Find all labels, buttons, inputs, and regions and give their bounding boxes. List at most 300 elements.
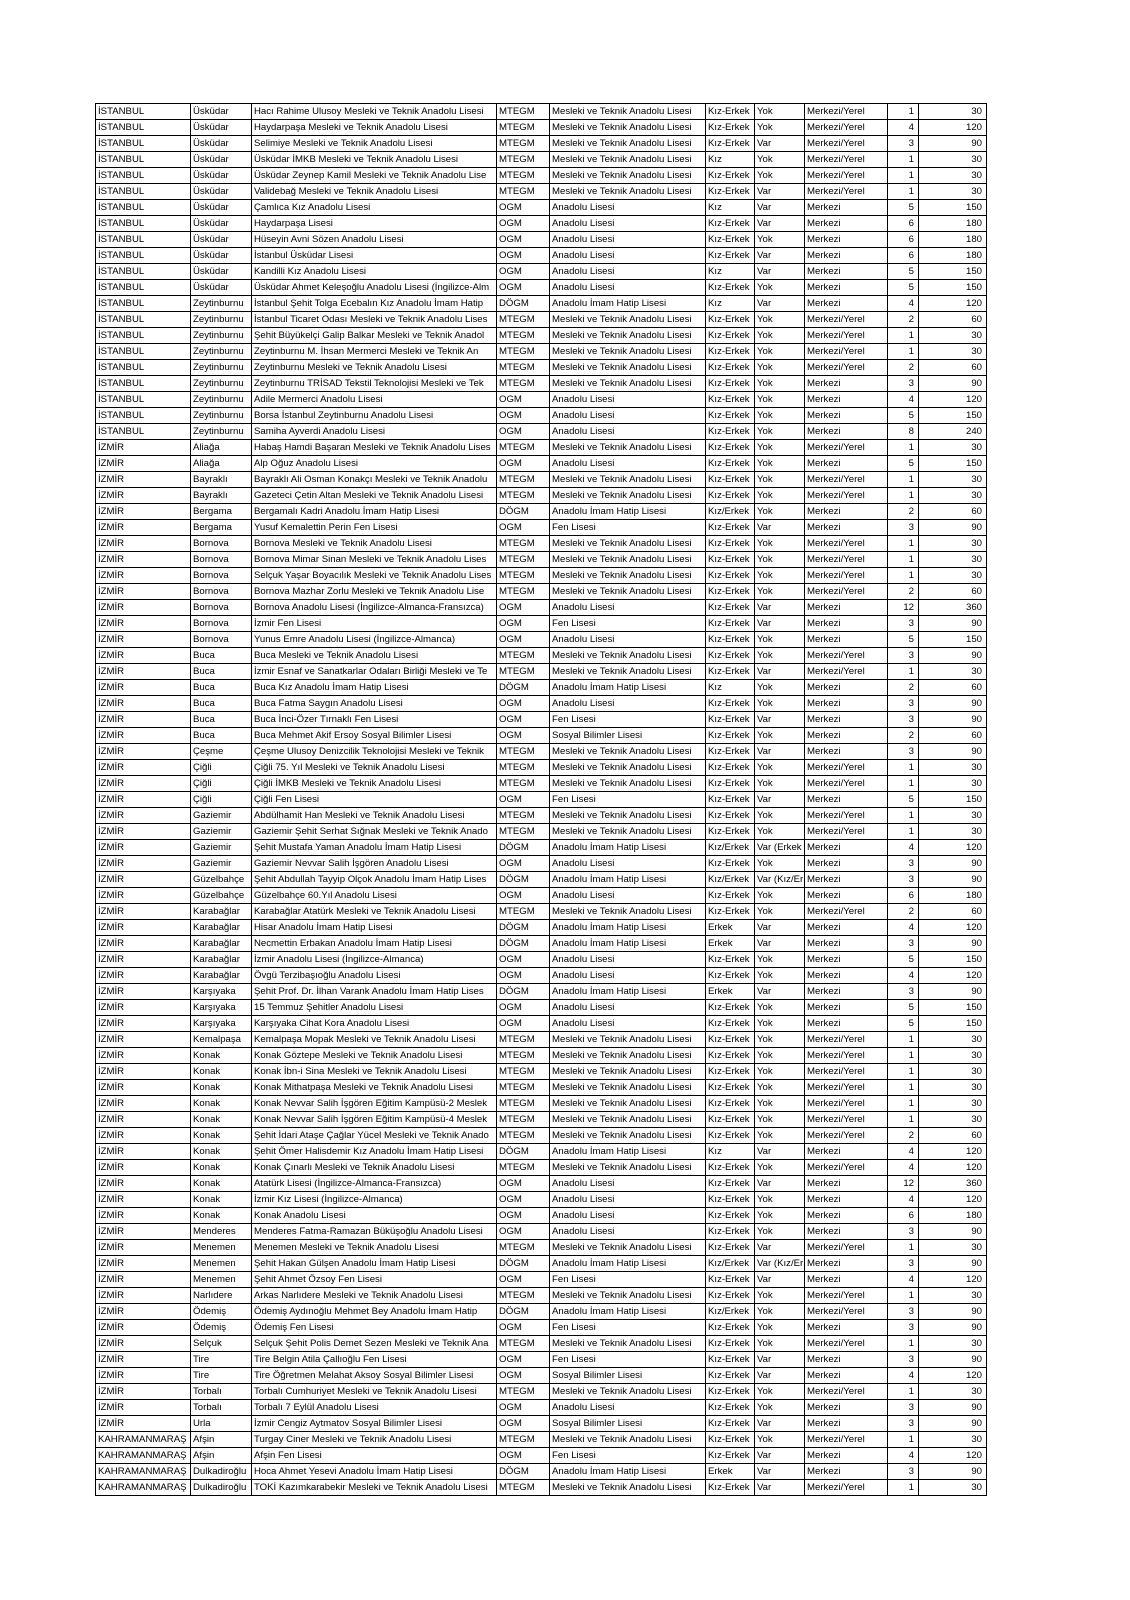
cell-pansiyon: Yok [755,472,805,488]
cell-kurum: OGM [497,456,550,472]
cell-sube: 3 [888,1304,919,1320]
cell-kurum: MTEGM [497,136,550,152]
cell-okul-turu: Anadolu Lisesi [550,1208,706,1224]
cell-pansiyon: Yok [755,1032,805,1048]
cell-okul: İstanbul Üsküdar Lisesi [252,248,497,264]
cell-il: İZMİR [96,1224,191,1240]
cell-il: İZMİR [96,984,191,1000]
table-row [96,1112,987,1128]
cell-il: İZMİR [96,504,191,520]
cell-cinsiyet: Kız/Erkek [706,840,755,856]
cell-kontenjan: 30 [919,1064,987,1080]
cell-puan-turu: Merkezi/Yerel [805,808,888,824]
cell-cinsiyet: Kız/Erkek [706,1304,755,1320]
cell-ilce: Konak [191,1064,252,1080]
cell-okul-turu: Mesleki ve Teknik Anadolu Lisesi [550,1240,706,1256]
cell-kurum: MTEGM [497,120,550,136]
cell-cinsiyet: Kız-Erkek [706,1224,755,1240]
cell-puan-turu: Merkezi [805,696,888,712]
cell-kurum: MTEGM [497,824,550,840]
cell-okul-turu: Fen Lisesi [550,1352,706,1368]
cell-cinsiyet: Kız-Erkek [706,1000,755,1016]
cell-ilce: Çiğli [191,792,252,808]
cell-sube: 1 [888,1240,919,1256]
cell-il: İZMİR [96,1336,191,1352]
cell-ilce: Menemen [191,1240,252,1256]
cell-sube: 6 [888,216,919,232]
cell-okul: Konak Göztepe Mesleki ve Teknik Anadolu Lisesi [252,1048,497,1064]
cell-sube: 1 [888,552,919,568]
cell-okul-turu: Mesleki ve Teknik Anadolu Lisesi [550,1064,706,1080]
cell-kurum: OGM [497,1368,550,1384]
cell-kurum: OGM [497,696,550,712]
cell-kontenjan: 60 [919,312,987,328]
cell-sube: 2 [888,728,919,744]
cell-ilce: Gaziemir [191,856,252,872]
cell-il: İSTANBUL [96,408,191,424]
cell-kurum: OGM [497,856,550,872]
cell-il: İZMİR [96,760,191,776]
cell-sube: 3 [888,712,919,728]
cell-kurum: MTEGM [497,104,550,120]
cell-kontenjan: 150 [919,632,987,648]
table-row [96,552,987,568]
cell-cinsiyet: Kız [706,680,755,696]
cell-cinsiyet: Kız [706,296,755,312]
cell-okul: Çiğli İMKB Mesleki ve Teknik Anadolu Lisesi [252,776,497,792]
cell-kurum: MTEGM [497,1048,550,1064]
cell-puan-turu: Merkezi [805,856,888,872]
cell-puan-turu: Merkezi [805,1448,888,1464]
cell-okul-turu: Mesleki ve Teknik Anadolu Lisesi [550,824,706,840]
cell-kurum: DÖGM [497,1256,550,1272]
cell-il: İZMİR [96,840,191,856]
cell-kurum: MTEGM [497,1160,550,1176]
table-row [96,1448,987,1464]
table-row [96,920,987,936]
cell-okul: Üsküdar İMKB Mesleki ve Teknik Anadolu Lisesi [252,152,497,168]
cell-okul: Selimiye Mesleki ve Teknik Anadolu Lisesi [252,136,497,152]
cell-sube: 3 [888,856,919,872]
cell-okul-turu: Mesleki ve Teknik Anadolu Lisesi [550,472,706,488]
cell-kurum: MTEGM [497,1288,550,1304]
cell-kurum: MTEGM [497,1032,550,1048]
cell-il: İZMİR [96,792,191,808]
cell-cinsiyet: Kız-Erkek [706,184,755,200]
cell-cinsiyet: Kız-Erkek [706,456,755,472]
cell-okul-turu: Mesleki ve Teknik Anadolu Lisesi [550,152,706,168]
cell-pansiyon: Yok [755,1432,805,1448]
table-row [96,360,987,376]
cell-sube: 1 [888,488,919,504]
cell-okul: Şehit Ahmet Özsoy Fen Lisesi [252,1272,497,1288]
cell-kontenjan: 180 [919,888,987,904]
cell-kurum: MTEGM [497,1096,550,1112]
table-row [96,184,987,200]
cell-il: İSTANBUL [96,296,191,312]
cell-sube: 2 [888,680,919,696]
cell-il: İZMİR [96,1400,191,1416]
cell-puan-turu: Merkezi [805,1224,888,1240]
cell-cinsiyet: Kız-Erkek [706,1384,755,1400]
cell-cinsiyet: Kız-Erkek [706,1320,755,1336]
cell-okul-turu: Sosyal Bilimler Lisesi [550,1368,706,1384]
cell-il: İZMİR [96,904,191,920]
cell-il: İZMİR [96,552,191,568]
cell-pansiyon: Yok [755,904,805,920]
cell-kontenjan: 120 [919,1448,987,1464]
cell-sube: 5 [888,456,919,472]
table-row [96,504,987,520]
cell-kurum: OGM [497,712,550,728]
cell-pansiyon: Yok [755,808,805,824]
cell-cinsiyet: Kız-Erkek [706,1400,755,1416]
cell-sube: 1 [888,1336,919,1352]
table-row [96,456,987,472]
table-row [96,1032,987,1048]
cell-cinsiyet: Kız-Erkek [706,360,755,376]
cell-sube: 3 [888,744,919,760]
cell-cinsiyet: Kız-Erkek [706,776,755,792]
cell-kontenjan: 60 [919,360,987,376]
cell-pansiyon: Yok [755,760,805,776]
cell-kurum: MTEGM [497,904,550,920]
cell-okul-turu: Anadolu Lisesi [550,1000,706,1016]
cell-cinsiyet: Kız-Erkek [706,1048,755,1064]
cell-pansiyon: Var [755,248,805,264]
table-row [96,952,987,968]
cell-ilce: Üsküdar [191,184,252,200]
cell-puan-turu: Merkezi [805,248,888,264]
cell-puan-turu: Merkezi [805,1208,888,1224]
cell-cinsiyet: Kız/Erkek [706,1256,755,1272]
cell-kontenjan: 30 [919,824,987,840]
cell-puan-turu: Merkezi/Yerel [805,760,888,776]
cell-okul-turu: Anadolu Lisesi [550,280,706,296]
cell-il: İSTANBUL [96,184,191,200]
cell-pansiyon: Var [755,792,805,808]
cell-ilce: Dulkadiroğlu [191,1480,252,1496]
cell-kurum: OGM [497,200,550,216]
table-row [96,1208,987,1224]
cell-puan-turu: Merkezi [805,792,888,808]
table-row [96,1080,987,1096]
cell-kurum: MTEGM [497,1480,550,1496]
table-row [96,728,987,744]
cell-okul-turu: Anadolu Lisesi [550,248,706,264]
cell-kontenjan: 60 [919,904,987,920]
cell-okul-turu: Mesleki ve Teknik Anadolu Lisesi [550,1432,706,1448]
cell-okul-turu: Mesleki ve Teknik Anadolu Lisesi [550,136,706,152]
cell-kontenjan: 90 [919,1352,987,1368]
cell-il: İSTANBUL [96,248,191,264]
cell-okul-turu: Mesleki ve Teknik Anadolu Lisesi [550,376,706,392]
cell-okul: Tire Belgin Atila Çallıoğlu Fen Lisesi [252,1352,497,1368]
cell-kurum: DÖGM [497,1464,550,1480]
cell-puan-turu: Merkezi/Yerel [805,584,888,600]
cell-il: İSTANBUL [96,280,191,296]
cell-okul-turu: Mesleki ve Teknik Anadolu Lisesi [550,440,706,456]
cell-kurum: OGM [497,1208,550,1224]
cell-okul-turu: Anadolu İmam Hatip Lisesi [550,1256,706,1272]
cell-cinsiyet: Kız-Erkek [706,1128,755,1144]
cell-cinsiyet: Kız-Erkek [706,232,755,248]
cell-cinsiyet: Kız-Erkek [706,1352,755,1368]
cell-ilce: Zeytinburnu [191,360,252,376]
cell-sube: 1 [888,664,919,680]
cell-puan-turu: Merkezi [805,456,888,472]
cell-pansiyon: Var [755,264,805,280]
cell-cinsiyet: Kız-Erkek [706,280,755,296]
cell-cinsiyet: Kız-Erkek [706,1096,755,1112]
table-row [96,1048,987,1064]
cell-ilce: Üsküdar [191,136,252,152]
cell-puan-turu: Merkezi [805,216,888,232]
cell-okul-turu: Anadolu Lisesi [550,424,706,440]
cell-ilce: Konak [191,1176,252,1192]
cell-cinsiyet: Kız-Erkek [706,1208,755,1224]
cell-okul: Şehit Mustafa Yaman Anadolu İmam Hatip Lisesi [252,840,497,856]
cell-pansiyon: Yok [755,232,805,248]
table-row [96,232,987,248]
cell-ilce: Üsküdar [191,104,252,120]
table-row [96,1160,987,1176]
cell-pansiyon: Var [755,712,805,728]
cell-sube: 1 [888,184,919,200]
table-row [96,424,987,440]
cell-puan-turu: Merkezi [805,280,888,296]
cell-puan-turu: Merkezi [805,712,888,728]
cell-il: İZMİR [96,856,191,872]
cell-ilce: Zeytinburnu [191,424,252,440]
cell-sube: 3 [888,1352,919,1368]
cell-okul: Yunus Emre Anadolu Lisesi (İngilizce-Almanca) [252,632,497,648]
cell-pansiyon: Yok [755,1096,805,1112]
cell-cinsiyet: Kız-Erkek [706,744,755,760]
cell-puan-turu: Merkezi [805,1000,888,1016]
table-row [96,680,987,696]
cell-okul-turu: Anadolu Lisesi [550,232,706,248]
cell-okul-turu: Anadolu İmam Hatip Lisesi [550,872,706,888]
cell-ilce: Karşıyaka [191,984,252,1000]
cell-ilce: Bornova [191,600,252,616]
cell-kontenjan: 30 [919,152,987,168]
cell-il: İSTANBUL [96,328,191,344]
cell-ilce: Üsküdar [191,264,252,280]
cell-okul-turu: Anadolu Lisesi [550,888,706,904]
cell-il: KAHRAMANMARAŞ [96,1464,191,1480]
cell-pansiyon: Yok [755,1384,805,1400]
cell-ilce: Karabağlar [191,936,252,952]
table-row [96,760,987,776]
cell-puan-turu: Merkezi [805,264,888,280]
cell-okul-turu: Anadolu Lisesi [550,216,706,232]
cell-puan-turu: Merkezi/Yerel [805,1160,888,1176]
cell-puan-turu: Merkezi/Yerel [805,904,888,920]
cell-il: İZMİR [96,616,191,632]
cell-kurum: OGM [497,952,550,968]
cell-kontenjan: 150 [919,200,987,216]
cell-kurum: OGM [497,728,550,744]
table-row [96,632,987,648]
cell-puan-turu: Merkezi/Yerel [805,824,888,840]
table-row [96,440,987,456]
cell-kurum: MTEGM [497,440,550,456]
cell-il: İZMİR [96,1160,191,1176]
cell-sube: 5 [888,408,919,424]
cell-kontenjan: 360 [919,1176,987,1192]
cell-cinsiyet: Kız-Erkek [706,712,755,728]
cell-kontenjan: 150 [919,952,987,968]
cell-pansiyon: Var [755,1480,805,1496]
cell-cinsiyet: Kız-Erkek [706,1288,755,1304]
cell-il: İSTANBUL [96,376,191,392]
table-row [96,536,987,552]
cell-kurum: MTEGM [497,344,550,360]
cell-puan-turu: Merkezi [805,1416,888,1432]
cell-ilce: Bornova [191,584,252,600]
cell-puan-turu: Merkezi/Yerel [805,552,888,568]
cell-pansiyon: Var [755,920,805,936]
cell-cinsiyet: Kız-Erkek [706,248,755,264]
cell-pansiyon: Yok [755,568,805,584]
cell-okul-turu: Mesleki ve Teknik Anadolu Lisesi [550,1096,706,1112]
cell-ilce: Üsküdar [191,248,252,264]
cell-pansiyon: Yok [755,168,805,184]
cell-okul: Karşıyaka Cihat Kora Anadolu Lisesi [252,1016,497,1032]
cell-ilce: Bergama [191,504,252,520]
cell-kontenjan: 180 [919,1208,987,1224]
cell-kurum: MTEGM [497,1336,550,1352]
cell-puan-turu: Merkezi/Yerel [805,1080,888,1096]
cell-ilce: Üsküdar [191,216,252,232]
cell-cinsiyet: Kız-Erkek [706,1080,755,1096]
cell-ilce: Karşıyaka [191,1000,252,1016]
cell-sube: 1 [888,1048,919,1064]
cell-il: KAHRAMANMARAŞ [96,1448,191,1464]
cell-sube: 4 [888,392,919,408]
table-row [96,888,987,904]
cell-ilce: Aliağa [191,440,252,456]
cell-pansiyon: Yok [755,552,805,568]
cell-okul-turu: Anadolu İmam Hatip Lisesi [550,680,706,696]
table-row [96,136,987,152]
cell-sube: 5 [888,264,919,280]
cell-okul-turu: Sosyal Bilimler Lisesi [550,728,706,744]
table-row [96,696,987,712]
cell-okul-turu: Mesleki ve Teknik Anadolu Lisesi [550,1480,706,1496]
cell-puan-turu: Merkezi [805,616,888,632]
cell-cinsiyet: Kız-Erkek [706,1112,755,1128]
cell-il: İZMİR [96,776,191,792]
cell-cinsiyet: Kız-Erkek [706,616,755,632]
cell-kurum: MTEGM [497,328,550,344]
cell-okul-turu: Mesleki ve Teknik Anadolu Lisesi [550,1112,706,1128]
cell-puan-turu: Merkezi/Yerel [805,152,888,168]
cell-il: İZMİR [96,1176,191,1192]
cell-pansiyon: Yok [755,440,805,456]
cell-pansiyon: Var [755,136,805,152]
cell-kurum: DÖGM [497,504,550,520]
cell-puan-turu: Merkezi [805,888,888,904]
cell-okul: Borsa İstanbul Zeytinburnu Anadolu Lisesi [252,408,497,424]
table-row [96,120,987,136]
cell-ilce: Menemen [191,1272,252,1288]
cell-okul-turu: Mesleki ve Teknik Anadolu Lisesi [550,312,706,328]
cell-kontenjan: 120 [919,1160,987,1176]
cell-sube: 3 [888,1256,919,1272]
cell-ilce: Bergama [191,520,252,536]
cell-kontenjan: 90 [919,648,987,664]
table-row [96,600,987,616]
cell-sube: 3 [888,872,919,888]
cell-puan-turu: Merkezi/Yerel [805,1096,888,1112]
cell-cinsiyet: Kız-Erkek [706,792,755,808]
cell-okul-turu: Mesleki ve Teknik Anadolu Lisesi [550,744,706,760]
cell-cinsiyet: Kız-Erkek [706,664,755,680]
table-row [96,808,987,824]
cell-kurum: OGM [497,600,550,616]
cell-puan-turu: Merkezi [805,600,888,616]
cell-kontenjan: 90 [919,1304,987,1320]
cell-cinsiyet: Kız-Erkek [706,728,755,744]
cell-puan-turu: Merkezi [805,1256,888,1272]
cell-kurum: MTEGM [497,568,550,584]
cell-okul-turu: Mesleki ve Teknik Anadolu Lisesi [550,120,706,136]
cell-kontenjan: 30 [919,1240,987,1256]
cell-sube: 4 [888,1368,919,1384]
cell-kontenjan: 60 [919,1128,987,1144]
cell-cinsiyet: Kız-Erkek [706,440,755,456]
cell-pansiyon: Yok [755,856,805,872]
cell-kontenjan: 180 [919,216,987,232]
cell-okul: Konak Çınarlı Mesleki ve Teknik Anadolu Lisesi [252,1160,497,1176]
table-row [96,1016,987,1032]
cell-okul: Selçuk Yaşar Boyacılık Mesleki ve Teknik Anadolu Lises [252,568,497,584]
cell-ilce: Menemen [191,1256,252,1272]
cell-sube: 4 [888,1192,919,1208]
cell-puan-turu: Merkezi [805,1352,888,1368]
table-row [96,936,987,952]
cell-pansiyon: Yok [755,1400,805,1416]
cell-puan-turu: Merkezi/Yerel [805,312,888,328]
table-row [96,1224,987,1240]
cell-kurum: MTEGM [497,664,550,680]
cell-pansiyon: Var (Erkek [755,840,805,856]
cell-puan-turu: Merkezi [805,952,888,968]
cell-okul-turu: Anadolu Lisesi [550,696,706,712]
cell-okul: Çiğli 75. Yıl Mesleki ve Teknik Anadolu Lisesi [252,760,497,776]
cell-ilce: Karabağlar [191,920,252,936]
cell-kontenjan: 30 [919,1096,987,1112]
cell-il: İSTANBUL [96,264,191,280]
cell-kurum: OGM [497,1224,550,1240]
cell-sube: 3 [888,136,919,152]
cell-sube: 4 [888,1160,919,1176]
table-row [96,584,987,600]
cell-il: İZMİR [96,1048,191,1064]
cell-ilce: Zeytinburnu [191,344,252,360]
cell-okul: Turgay Ciner Mesleki ve Teknik Anadolu Lisesi [252,1432,497,1448]
cell-pansiyon: Yok [755,376,805,392]
cell-ilce: Gaziemir [191,808,252,824]
cell-il: İZMİR [96,488,191,504]
cell-ilce: Menderes [191,1224,252,1240]
cell-cinsiyet: Kız-Erkek [706,520,755,536]
cell-il: İZMİR [96,1080,191,1096]
cell-ilce: Üsküdar [191,280,252,296]
cell-okul-turu: Fen Lisesi [550,616,706,632]
